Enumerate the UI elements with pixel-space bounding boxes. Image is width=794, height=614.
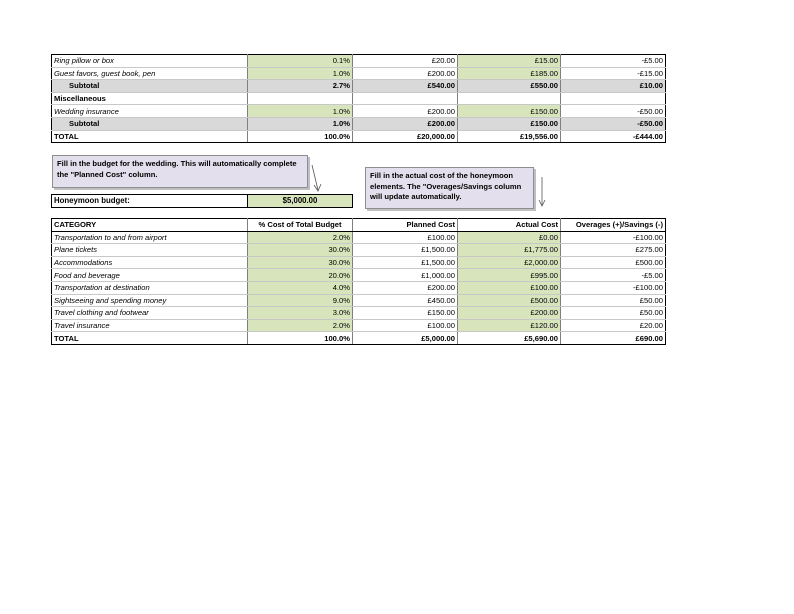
- category-cell: Travel insurance: [52, 319, 248, 332]
- category-cell: Subtotal: [52, 80, 248, 93]
- pct-cell[interactable]: 0.1%: [248, 55, 353, 68]
- subtotal-row: [52, 80, 666, 93]
- variance-cell: [561, 92, 666, 105]
- pct-cell[interactable]: 30.0%: [248, 256, 353, 269]
- honeymoon-budget-label: Honeymoon budget:: [51, 194, 248, 208]
- header-category: CATEGORY: [52, 219, 248, 232]
- category-cell: TOTAL: [52, 130, 248, 143]
- planned-cost-cell: £200.00: [353, 117, 458, 130]
- header-pct: % Cost of Total Budget: [248, 219, 353, 232]
- variance-cell: £20.00: [561, 319, 666, 332]
- category-cell: Plane tickets: [52, 244, 248, 257]
- honeymoon-instruction-note: Fill in the actual cost of the honeymoon elements. The "Overages/Savings column will update automatically.: [365, 167, 534, 209]
- variance-cell: -£5.00: [561, 269, 666, 282]
- planned-cost-cell: £200.00: [353, 105, 458, 118]
- planned-cost-cell: £1,500.00: [353, 256, 458, 269]
- pct-cell: 1.0%: [248, 117, 353, 130]
- planned-cost-cell: [353, 92, 458, 105]
- variance-cell: £275.00: [561, 244, 666, 257]
- table-row: [52, 55, 666, 68]
- header-planned: Planned Cost: [353, 219, 458, 232]
- planned-cost-cell: £1,000.00: [353, 269, 458, 282]
- actual-cost-cell: £5,690.00: [458, 332, 561, 345]
- category-cell: Wedding insurance: [52, 105, 248, 118]
- actual-cost-cell[interactable]: £100.00: [458, 281, 561, 294]
- variance-cell: -£100.00: [561, 281, 666, 294]
- variance-cell: -£444.00: [561, 130, 666, 143]
- table-row: [52, 307, 666, 320]
- pct-cell: [248, 92, 353, 105]
- wedding-instruction-note: Fill in the budget for the wedding. This will automatically complete the "Planned Cost" column.: [52, 155, 308, 188]
- total-row: [52, 130, 666, 143]
- category-cell: Travel clothing and footwear: [52, 307, 248, 320]
- planned-cost-cell: £540.00: [353, 80, 458, 93]
- actual-cost-cell[interactable]: £15.00: [458, 55, 561, 68]
- variance-cell: £690.00: [561, 332, 666, 345]
- pct-cell[interactable]: 30.0%: [248, 244, 353, 257]
- header-variance: Overages (+)/Savings (-): [561, 219, 666, 232]
- planned-cost-cell: £200.00: [353, 281, 458, 294]
- pct-cell[interactable]: 20.0%: [248, 269, 353, 282]
- actual-cost-cell: £550.00: [458, 80, 561, 93]
- actual-cost-cell[interactable]: £0.00: [458, 231, 561, 244]
- category-cell: Food and beverage: [52, 269, 248, 282]
- pct-cell[interactable]: 4.0%: [248, 281, 353, 294]
- pct-cell: 100.0%: [248, 332, 353, 345]
- planned-cost-cell: £5,000.00: [353, 332, 458, 345]
- planned-cost-cell: £200.00: [353, 67, 458, 80]
- category-cell: Transportation to and from airport: [52, 231, 248, 244]
- pct-cell[interactable]: 3.0%: [248, 307, 353, 320]
- table-header-row: [52, 219, 666, 232]
- actual-cost-cell[interactable]: £120.00: [458, 319, 561, 332]
- actual-cost-cell[interactable]: £500.00: [458, 294, 561, 307]
- actual-cost-cell[interactable]: £2,000.00: [458, 256, 561, 269]
- actual-cost-cell: £150.00: [458, 117, 561, 130]
- actual-cost-cell[interactable]: £185.00: [458, 67, 561, 80]
- category-cell: Guest favors, guest book, pen: [52, 67, 248, 80]
- pct-cell[interactable]: 1.0%: [248, 105, 353, 118]
- actual-cost-cell: £19,556.00: [458, 130, 561, 143]
- actual-cost-cell[interactable]: £150.00: [458, 105, 561, 118]
- actual-cost-cell[interactable]: £1,775.00: [458, 244, 561, 257]
- table-row: [52, 269, 666, 282]
- planned-cost-cell: £20.00: [353, 55, 458, 68]
- subtotal-row: [52, 117, 666, 130]
- table-row: [52, 256, 666, 269]
- variance-cell: -£50.00: [561, 117, 666, 130]
- down-arrow-icon: [309, 164, 323, 194]
- planned-cost-cell: £150.00: [353, 307, 458, 320]
- category-cell: Accommodations: [52, 256, 248, 269]
- actual-cost-cell[interactable]: £995.00: [458, 269, 561, 282]
- pct-cell: 2.7%: [248, 80, 353, 93]
- category-cell: Sightseeing and spending money: [52, 294, 248, 307]
- table-row: [52, 105, 666, 118]
- planned-cost-cell: £1,500.00: [353, 244, 458, 257]
- variance-cell: £500.00: [561, 256, 666, 269]
- table-row: [52, 231, 666, 244]
- category-cell: Miscellaneous: [52, 92, 248, 105]
- variance-cell: -£100.00: [561, 231, 666, 244]
- pct-cell[interactable]: 2.0%: [248, 319, 353, 332]
- planned-cost-cell: £20,000.00: [353, 130, 458, 143]
- total-row: [52, 332, 666, 345]
- planned-cost-cell: £100.00: [353, 319, 458, 332]
- wedding-budget-table: [51, 54, 666, 143]
- honeymoon-budget-input[interactable]: $5,000.00: [247, 194, 353, 208]
- table-row: [52, 67, 666, 80]
- variance-cell: -£5.00: [561, 55, 666, 68]
- header-actual: Actual Cost: [458, 219, 561, 232]
- table-row: [52, 294, 666, 307]
- section-row: [52, 92, 666, 105]
- category-cell: Ring pillow or box: [52, 55, 248, 68]
- pct-cell[interactable]: 1.0%: [248, 67, 353, 80]
- category-cell: TOTAL: [52, 332, 248, 345]
- pct-cell[interactable]: 9.0%: [248, 294, 353, 307]
- variance-cell: -£50.00: [561, 105, 666, 118]
- pct-cell: 100.0%: [248, 130, 353, 143]
- actual-cost-cell: [458, 92, 561, 105]
- planned-cost-cell: £450.00: [353, 294, 458, 307]
- variance-cell: £50.00: [561, 294, 666, 307]
- category-cell: Transportation at destination: [52, 281, 248, 294]
- pct-cell[interactable]: 2.0%: [248, 231, 353, 244]
- down-arrow-icon: [537, 176, 547, 208]
- variance-cell: £50.00: [561, 307, 666, 320]
- table-row: [52, 244, 666, 257]
- variance-cell: -£15.00: [561, 67, 666, 80]
- variance-cell: £10.00: [561, 80, 666, 93]
- planned-cost-cell: £100.00: [353, 231, 458, 244]
- honeymoon-budget-table: [51, 218, 666, 345]
- category-cell: Subtotal: [52, 117, 248, 130]
- actual-cost-cell[interactable]: £200.00: [458, 307, 561, 320]
- table-row: [52, 319, 666, 332]
- table-row: [52, 281, 666, 294]
